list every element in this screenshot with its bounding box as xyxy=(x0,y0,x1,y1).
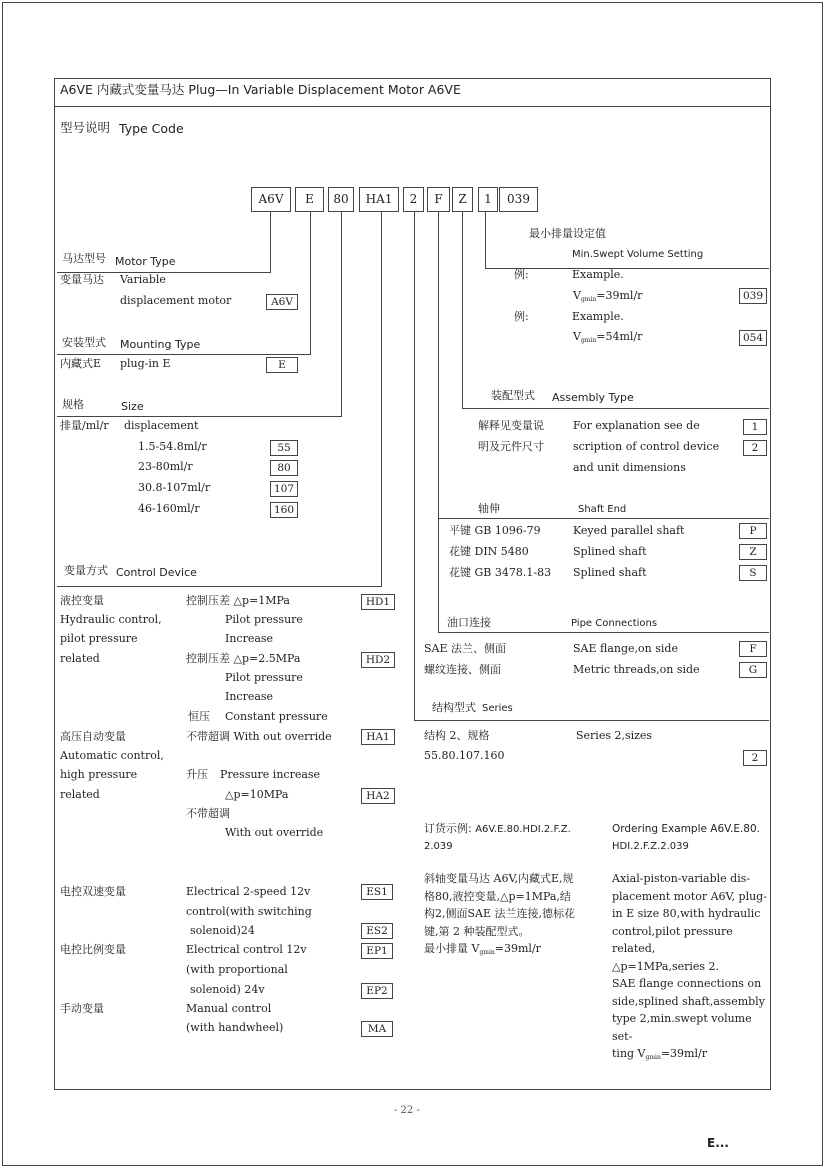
proportional-en-1: Electrical control 12v xyxy=(186,943,307,956)
ha2-desc-cn: 升压 xyxy=(186,768,208,781)
page-title: A6VE 内藏式变量马达 Plug—In Variable Displacement Motor A6VE xyxy=(60,82,461,97)
code-cell-shaft: Z xyxy=(452,187,473,212)
motor-type-title-cn: 马达型号 xyxy=(62,252,106,265)
hd1-code: HD1 xyxy=(361,594,395,610)
hydraulic-en-2: pilot pressure xyxy=(60,632,138,645)
constant-pressure-en: Constant pressure xyxy=(225,710,328,723)
leader-pipe xyxy=(438,632,769,633)
size-desc-cn: 排量/ml/r xyxy=(60,419,109,432)
pipe-row-en: SAE flange,on side xyxy=(573,642,678,655)
mounting-title-en: Mounting Type xyxy=(120,338,201,351)
ordering-title-cn: 订货示例: A6V.E.80.HDI.2.F.Z. xyxy=(424,822,571,835)
shaft-code-p: P xyxy=(739,523,767,539)
code-cell-mounting: E xyxy=(295,187,324,212)
no-override-cn: 不带超调 xyxy=(186,807,230,820)
pipe-row-en: Metric threads,on side xyxy=(573,663,700,676)
code-cell-motor: A6V xyxy=(251,187,291,212)
ordering-desc-en: Axial-piston-variable dis- placement motor A6V, plug- in E size 80,with hydraulic control,pilot pressure related, △p=1MPa,series 2. SAE flange connections on side,splined shaft,assembly type 2,min.swept volume set- ting $V_{gmin}=39ml/r$ xyxy=(612,872,767,1061)
connector-mounting xyxy=(310,212,311,354)
ordering-title-en: Ordering Example A6V.E.80. xyxy=(612,823,761,835)
connector-series xyxy=(414,212,415,720)
no-override-en: With out override xyxy=(225,826,324,839)
shaft-row-en: Keyed parallel shaft xyxy=(573,524,685,537)
min-volume-example-cn: 例: xyxy=(514,310,529,323)
assembly-desc-en-3: and unit dimensions xyxy=(573,461,686,474)
min-volume-code-054: 054 xyxy=(739,330,767,346)
ha2-desc-en: Pressure increase xyxy=(220,768,321,781)
control-title-en: Control Device xyxy=(116,566,197,579)
motor-type-code: A6V xyxy=(266,294,298,310)
motor-type-desc-cn: 变量马达 xyxy=(60,273,104,286)
shaft-code-s: S xyxy=(739,565,767,581)
pipe-row-cn: SAE 法兰、侧面 xyxy=(424,642,507,655)
motor-type-title-en: Motor Type xyxy=(115,255,176,268)
series-desc-cn-2: 55.80.107.160 xyxy=(424,749,505,762)
mounting-desc-cn: 内藏式E xyxy=(60,357,102,370)
size-code: 107 xyxy=(270,481,298,497)
ha1-code: HA1 xyxy=(361,729,395,745)
code-cell-series: 2 xyxy=(403,187,424,212)
leader-size xyxy=(57,416,342,417)
header-divider xyxy=(54,106,771,107)
pipe-title-cn: 油口连接 xyxy=(447,616,491,629)
assembly-code-1: 1 xyxy=(743,419,767,435)
leader-control xyxy=(57,586,382,587)
pipe-code-g: G xyxy=(739,662,767,678)
mounting-code: E xyxy=(266,357,298,373)
control-title-cn: 变量方式 xyxy=(64,564,108,577)
code-cell-size: 80 xyxy=(328,187,354,212)
corner-mark: E... xyxy=(707,1136,729,1150)
motor-type-desc-en-1: Variable xyxy=(120,273,166,286)
min-volume-example-en: Example. xyxy=(572,310,624,323)
shaft-row-cn: 花键 GB 3478.1-83 xyxy=(449,566,552,579)
leader-assembly xyxy=(462,408,769,409)
hd1-desc-en-1: Pilot pressure xyxy=(225,613,303,626)
min-volume-example-cn: 例: xyxy=(514,268,529,281)
min-volume-title-cn: 最小排量设定值 xyxy=(529,227,606,240)
hd2-desc-en-2: Increase xyxy=(225,690,274,703)
hd2-code: HD2 xyxy=(361,652,395,668)
es1-code: ES1 xyxy=(361,884,393,900)
type-code-label-en: Type Code xyxy=(119,121,184,136)
assembly-desc-en-2: scription of control device xyxy=(573,440,720,453)
shaft-row-en: Splined shaft xyxy=(573,545,647,558)
es2-code: ES2 xyxy=(361,923,393,939)
proportional-cn: 电控比例变量 xyxy=(60,943,126,956)
mounting-title-cn: 安装型式 xyxy=(62,336,106,349)
hd1-desc-en-2: Increase xyxy=(225,632,274,645)
assembly-code-2: 2 xyxy=(743,440,767,456)
code-cell-pipe: F xyxy=(427,187,450,212)
ordering-title-en-2: HDI.2.F.Z.2.039 xyxy=(612,841,689,852)
assembly-title-cn: 装配型式 xyxy=(491,389,535,402)
automatic-en-3: related xyxy=(60,788,100,801)
series-code: 2 xyxy=(743,750,767,766)
min-volume-example-2-value: $V_{gmin}=54ml/r$ xyxy=(573,330,643,344)
automatic-cn: 高压自动变量 xyxy=(60,730,126,743)
connector-control xyxy=(381,212,382,586)
series-title-cn: 结构型式 xyxy=(432,701,476,714)
hd2-desc-en-1: Pilot pressure xyxy=(225,671,303,684)
motor-type-desc-en-2: displacement motor xyxy=(120,294,232,307)
two-speed-en-1: Electrical 2-speed 12v xyxy=(186,885,311,898)
series-title-en: Series xyxy=(482,703,513,714)
size-range: 1.5-54.8ml/r xyxy=(138,440,207,453)
connector-size xyxy=(341,212,342,416)
manual-en-2: (with handwheel) xyxy=(186,1021,284,1034)
leader-shaft xyxy=(438,518,769,519)
proportional-en-3: solenoid) 24v xyxy=(190,983,265,996)
connector-minvol xyxy=(485,212,486,268)
size-code: 80 xyxy=(270,460,298,476)
leader-mounting xyxy=(57,354,311,355)
pipe-code-f: F xyxy=(739,641,767,657)
size-range: 30.8-107ml/r xyxy=(138,481,211,494)
size-range: 23-80ml/r xyxy=(138,460,193,473)
automatic-en-1: Automatic control, xyxy=(60,749,164,762)
pipe-title-en: Pipe Connections xyxy=(571,618,658,629)
shaft-title-cn: 轴伸 xyxy=(478,502,500,515)
size-code: 160 xyxy=(270,502,298,518)
hydraulic-en-1: Hydraulic control, xyxy=(60,613,162,626)
size-desc-en: displacement xyxy=(124,419,199,432)
automatic-en-2: high pressure xyxy=(60,768,138,781)
hd1-desc-cn: 控制压差 △p=1MPa xyxy=(186,594,290,607)
ha2-code: HA2 xyxy=(361,788,395,804)
mounting-desc-en: plug-in E xyxy=(120,357,171,370)
min-volume-code-039: 039 xyxy=(739,288,767,304)
size-code: 55 xyxy=(270,440,298,456)
two-speed-en-2: control(with switching xyxy=(186,905,312,918)
ep1-code: EP1 xyxy=(361,943,393,959)
code-cell-assembly: 1 xyxy=(478,187,498,212)
shaft-code-z: Z xyxy=(739,544,767,560)
hydraulic-cn: 液控变量 xyxy=(60,594,104,607)
two-speed-cn: 电控双速变量 xyxy=(60,885,126,898)
type-code-label-cn: 型号说明 xyxy=(60,120,111,135)
ordering-desc-cn: 斜轴变量马达 A6V,内藏式E,规 格80,液控变量,△p=1MPa,结 构2,侧面SAE 法兰连接,德标花 键,第 2 种装配型式。 最小排量 $V_{gmin}=39ml/r$ xyxy=(424,872,575,956)
pipe-row-cn: 螺纹连接、侧面 xyxy=(424,663,501,676)
code-cell-control: HA1 xyxy=(359,187,399,212)
hd2-desc-cn: 控制压差 △p=2.5MPa xyxy=(186,652,301,665)
shaft-row-cn: 花键 DIN 5480 xyxy=(449,545,529,558)
assembly-desc-cn-2: 明及元件尺寸 xyxy=(478,440,544,453)
shaft-row-en: Splined shaft xyxy=(573,566,647,579)
constant-pressure-cn: 恒压 xyxy=(188,710,210,723)
ep2-code: EP2 xyxy=(361,983,393,999)
manual-cn: 手动变量 xyxy=(60,1002,104,1015)
size-title-en: Size xyxy=(121,400,144,413)
connector-assembly xyxy=(462,212,463,408)
leader-series xyxy=(414,720,769,721)
shaft-title-en: Shaft End xyxy=(578,504,627,515)
ha2-delta-p: △p=10MPa xyxy=(225,788,289,801)
assembly-desc-en-1: For explanation see de xyxy=(573,419,700,432)
ordering-code-line-2: 2.039 xyxy=(424,841,453,852)
size-title-cn: 规格 xyxy=(62,398,84,411)
shaft-row-cn: 平键 GB 1096-79 xyxy=(449,524,541,537)
min-volume-example-1-value: $V_{gmin}=39ml/r$ xyxy=(573,289,643,303)
assembly-title-en: Assembly Type xyxy=(552,391,634,404)
series-desc-cn-1: 结构 2、规格 xyxy=(424,729,490,742)
connector-pipe xyxy=(438,212,439,632)
assembly-desc-cn-1: 解释见变量说 xyxy=(478,419,544,432)
min-volume-example-en: Example. xyxy=(572,268,624,281)
connector-motor xyxy=(270,212,271,272)
hydraulic-en-3: related xyxy=(60,652,100,665)
manual-en-1: Manual control xyxy=(186,1002,272,1015)
two-speed-en-3: solenoid)24 xyxy=(190,924,255,937)
ha1-desc: 不带超调 With out override xyxy=(186,730,332,743)
page-number: - 22 - xyxy=(394,1105,420,1116)
size-range: 46-160ml/r xyxy=(138,502,200,515)
ma-code: MA xyxy=(361,1021,393,1037)
proportional-en-2: (with proportional xyxy=(186,963,288,976)
min-volume-title-en: Min.Swept Volume Setting xyxy=(572,249,704,260)
code-cell-minvol: 039 xyxy=(499,187,538,212)
series-desc-en: Series 2,sizes xyxy=(576,729,653,742)
